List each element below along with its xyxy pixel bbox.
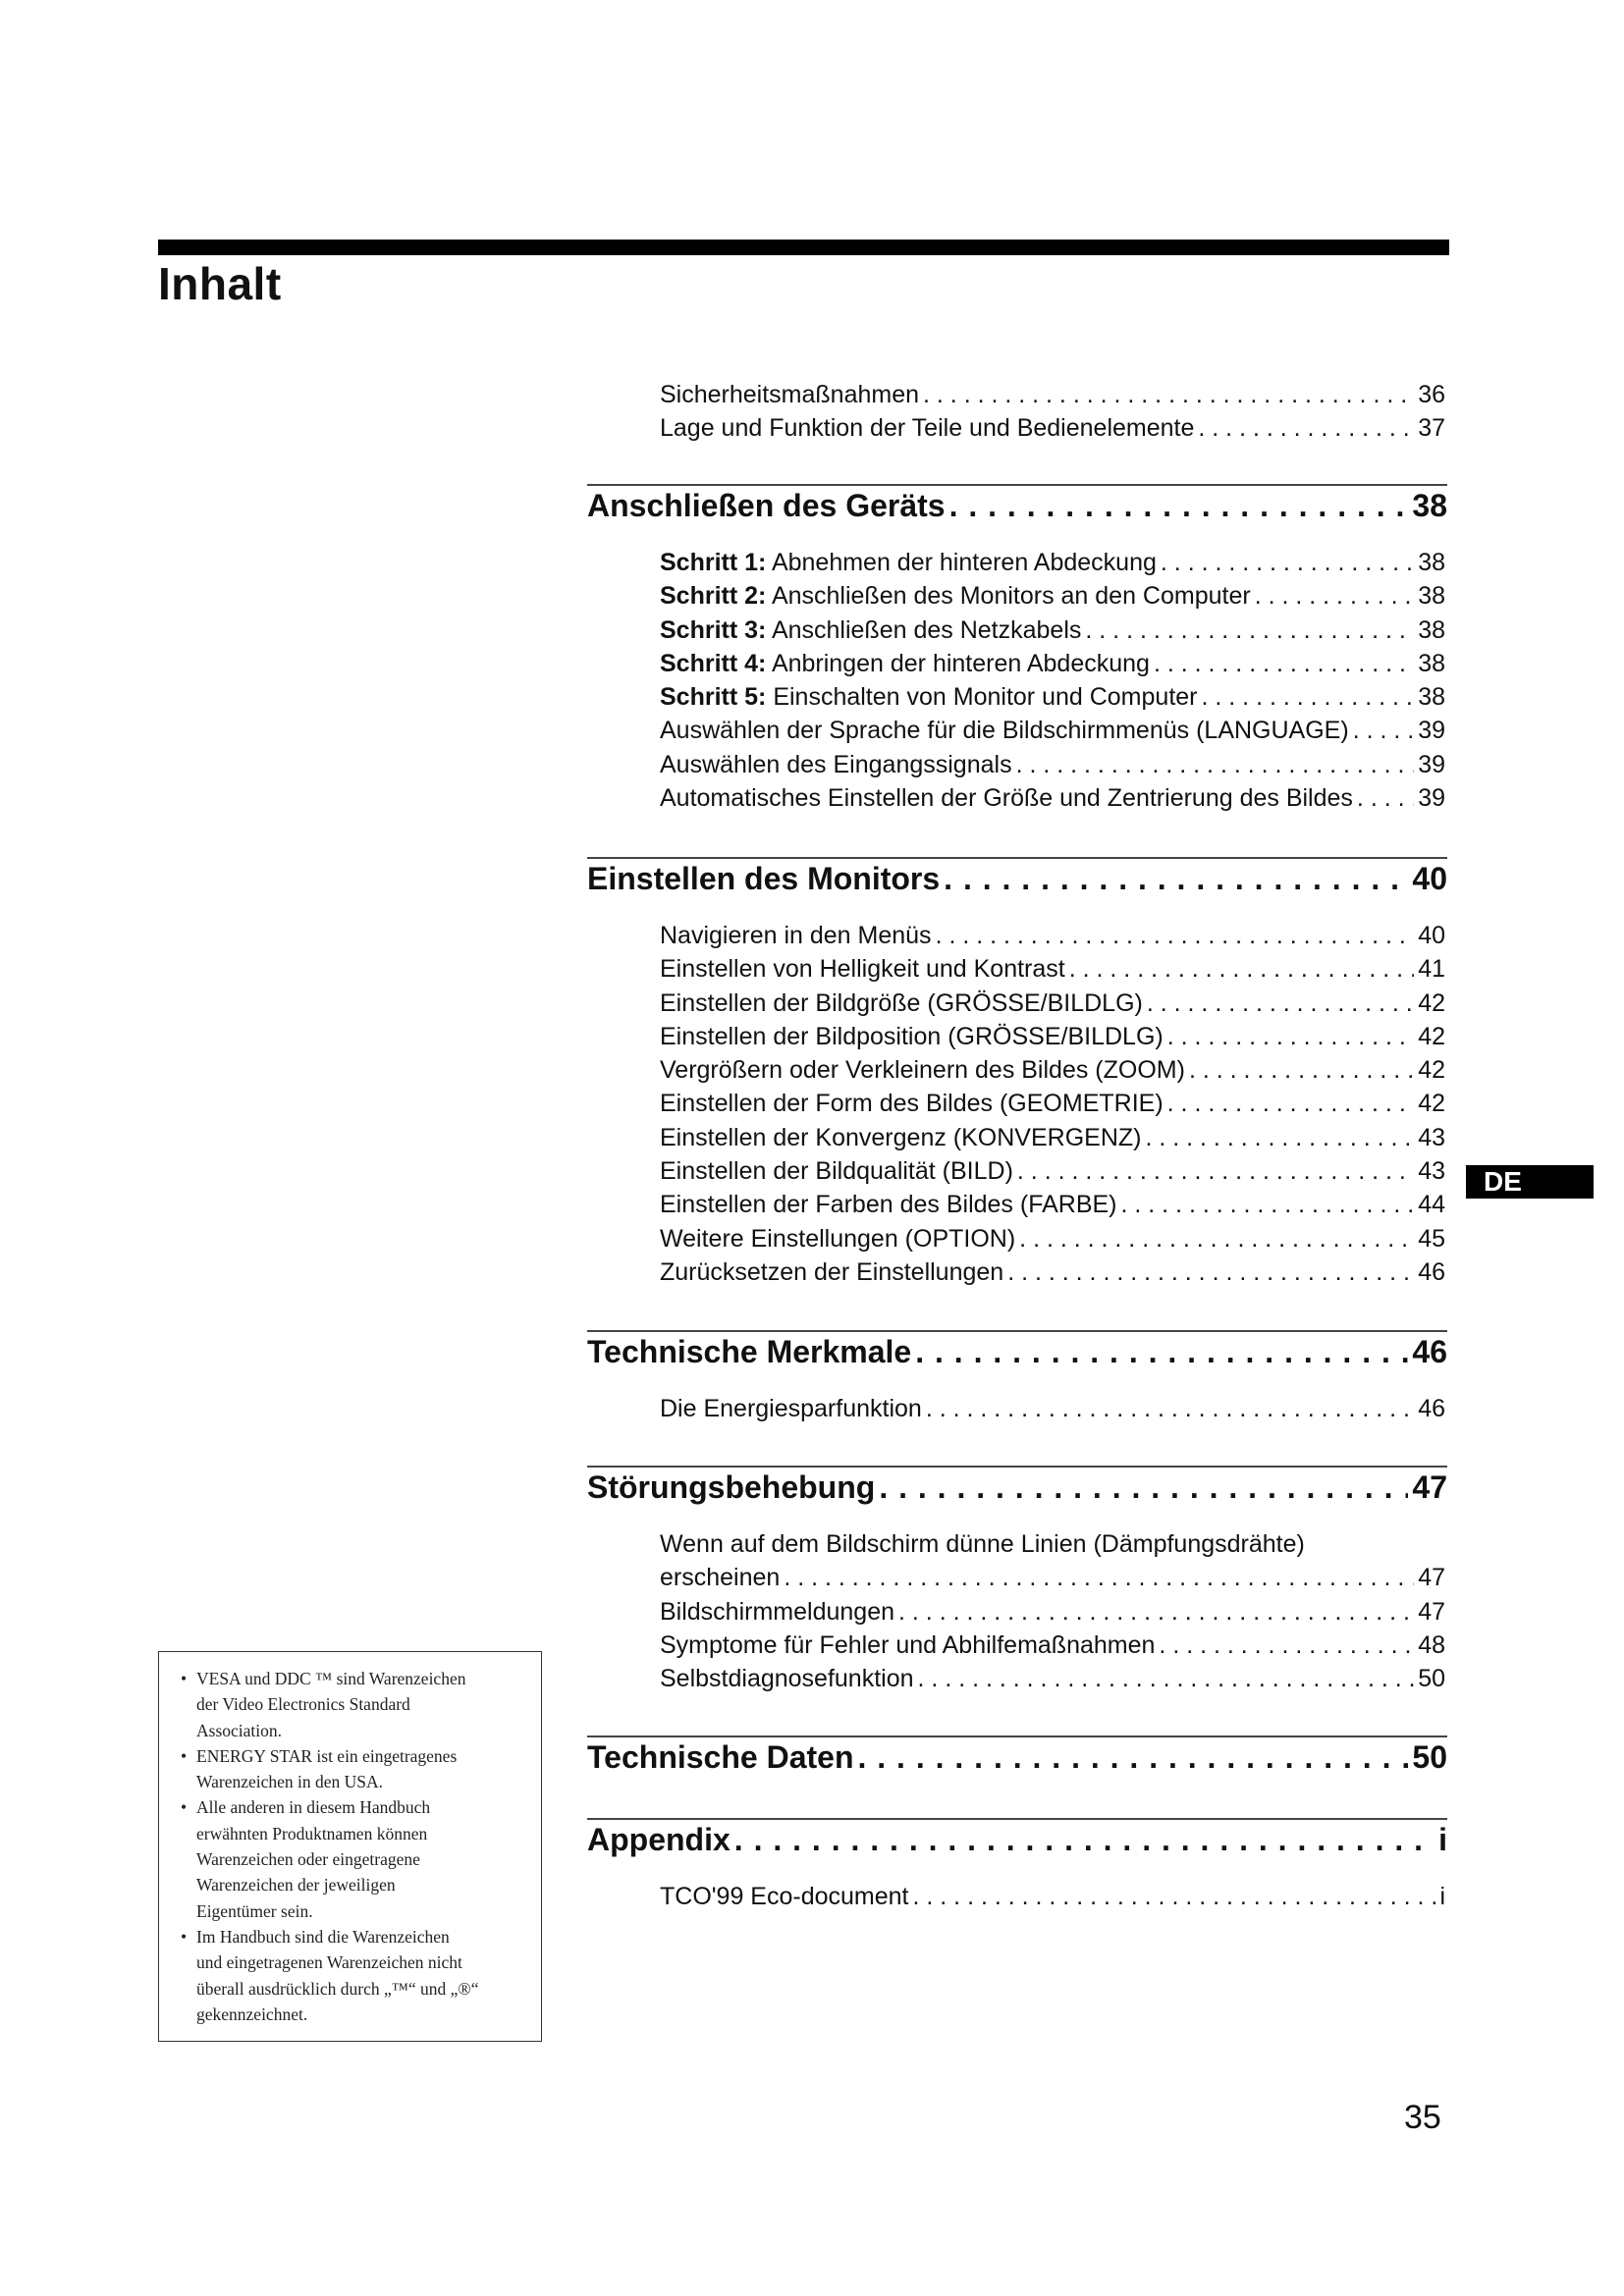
toc-leader [936, 919, 1415, 952]
toc-entry-label-group [660, 614, 1081, 647]
section-heading[interactable] [587, 1822, 1447, 1858]
toc-entry-page: 39 [1418, 784, 1445, 813]
toc-entry[interactable] [660, 1595, 1445, 1629]
toc-entry[interactable] [660, 1629, 1445, 1662]
toc-leader [898, 1595, 1414, 1629]
toc-entry-page: i [1439, 1883, 1445, 1910]
toc-leader [923, 378, 1414, 411]
toc-entry-first-line[interactable]: Wenn auf dem Bildschirm dünne Linien (Dämpfungsdrähte) [660, 1530, 1305, 1558]
toc-entry[interactable] [660, 952, 1445, 986]
toc-entry[interactable] [660, 714, 1445, 747]
section-heading[interactable] [587, 1334, 1447, 1370]
toc-leader [1167, 1087, 1415, 1120]
trademark-note [173, 1924, 525, 2027]
page-number: 35 [1404, 2099, 1441, 2136]
note-line: • VESA und DDC ™ sind Warenzeichen [196, 1669, 466, 1688]
step-prefix: Schritt 5: [660, 683, 767, 712]
section-rule [587, 484, 1447, 486]
toc-entry-label: Einstellen der Farben des Bildes (FARBE) [660, 1191, 1117, 1219]
toc-entry-label: Einstellen der Konvergenz (KONVERGENZ) [660, 1123, 1142, 1151]
note-line: gekennzeichnet. [196, 2003, 308, 2024]
toc-entry-page: 48 [1418, 1630, 1445, 1659]
toc-leader [784, 1561, 1414, 1594]
note-line: Warenzeichen oder eingetragene [196, 1849, 420, 1870]
note-line: • Alle anderen in diesem Handbuch [196, 1797, 431, 1818]
toc-entry-label: Sicherheitsmaßnahmen [660, 381, 920, 408]
toc-entry[interactable] [660, 614, 1445, 647]
note-line: Eigentümer sein. [196, 1900, 313, 1921]
toc-leader [1202, 680, 1415, 714]
trademark-note [173, 1743, 525, 1795]
step-prefix: Schritt 4: [660, 649, 767, 677]
toc-leader [949, 488, 1409, 524]
toc-entry-label: Einstellen der Bildqualität (BILD) [660, 1157, 1013, 1186]
trademark-note [173, 1794, 525, 1923]
section-rule [587, 1466, 1447, 1468]
toc-leader [1147, 987, 1414, 1020]
section-page: 50 [1412, 1739, 1447, 1775]
toc-entry-label: Auswählen des Eingangssignals [660, 750, 1012, 778]
toc-entry-label: Lage und Funktion der Teile und Bedienelemente [660, 414, 1195, 443]
toc-entry-page: 44 [1418, 1191, 1445, 1219]
toc-entry-page: 38 [1418, 582, 1445, 611]
toc-leader [1198, 411, 1414, 445]
toc-entry[interactable] [660, 1188, 1445, 1221]
toc-entry-page: 38 [1418, 683, 1445, 712]
section-anschliessen [587, 484, 1447, 815]
toc-entry-label: TCO'99 Eco-document [660, 1883, 909, 1910]
toc-entry-label: Vergrößern oder Verkleinern des Bildes (ZOOM) [660, 1056, 1185, 1085]
note-line: erwähnten Produktnamen können [196, 1823, 428, 1843]
note-line: und eingetragenen Warenzeichen nicht [196, 1952, 462, 1973]
toc-entry-page: 38 [1418, 549, 1445, 576]
toc-entry[interactable] [660, 1222, 1445, 1255]
toc-leader [1016, 748, 1415, 781]
toc-entry[interactable] [660, 1053, 1445, 1087]
toc-entry-label: Einstellen der Bildgröße (GRÖSSE/BILDLG) [660, 988, 1143, 1017]
note-line: Association. [196, 1720, 283, 1740]
section-heading[interactable] [587, 1739, 1447, 1776]
section-title: Einstellen des Monitors [587, 861, 941, 896]
section-page: i [1438, 1822, 1447, 1857]
section-rule [587, 1330, 1447, 1332]
toc-entry[interactable] [660, 919, 1445, 952]
toc-entry[interactable] [660, 411, 1445, 445]
toc-leader [1161, 546, 1414, 579]
toc-entry-page: 42 [1418, 1056, 1445, 1085]
section-page: 38 [1412, 488, 1447, 523]
toc-leader [1255, 579, 1414, 613]
toc-entry-page: 40 [1418, 922, 1445, 949]
note-line: • Im Handbuch sind die Warenzeichen [196, 1926, 450, 1947]
section-einstellen [587, 857, 1447, 1289]
toc-entry[interactable] [660, 748, 1445, 781]
toc-intro [660, 378, 1445, 446]
toc-entry[interactable] [660, 1020, 1445, 1053]
toc-entry-page: 47 [1418, 1564, 1445, 1592]
trademark-note [173, 1666, 525, 1743]
note-line: überall ausdrücklich durch „™“ und „®“ [196, 1978, 479, 1999]
toc-entry-page: 43 [1418, 1123, 1445, 1151]
toc-entry-label: Automatisches Einstellen der Größe und Zentrierung des Bildes [660, 784, 1353, 813]
toc-entry-label: Zurücksetzen der Einstellungen [660, 1257, 1004, 1286]
toc-entry-label: Einschalten von Monitor und Computer [773, 683, 1198, 712]
section-stoerungsbehebung [587, 1466, 1447, 1695]
toc-leader [944, 861, 1408, 897]
toc-entry[interactable] [660, 1121, 1445, 1154]
section-rule [587, 1818, 1447, 1820]
step-prefix: Schritt 3: [660, 615, 767, 644]
toc-entry-label: Einstellen der Bildposition (GRÖSSE/BILDLG) [660, 1022, 1164, 1050]
toc-entry-page: 39 [1418, 717, 1445, 745]
toc-entry-page: 38 [1418, 649, 1445, 677]
toc-entry-page: 46 [1418, 1257, 1445, 1286]
toc-leader [1007, 1255, 1414, 1289]
toc-entry-page: 42 [1418, 1022, 1445, 1050]
section-rule [587, 1735, 1447, 1737]
toc-entry-label: Anschließen des Netzkabels [771, 615, 1082, 644]
note-line: Warenzeichen in den USA. [196, 1772, 384, 1792]
section-items [660, 1527, 1445, 1695]
toc-entry-label-group [660, 647, 1150, 680]
step-prefix: Schritt 2: [660, 582, 767, 611]
toc-entry-page: 46 [1418, 1395, 1445, 1422]
toc-leader [1167, 1020, 1414, 1053]
toc-entry-page: 39 [1418, 750, 1445, 778]
toc-entry[interactable] [660, 1154, 1445, 1188]
section-title: Störungsbehebung [587, 1469, 876, 1505]
section-page: 47 [1412, 1469, 1447, 1505]
language-tab: DE [1466, 1165, 1594, 1199]
toc-entry-page: 42 [1418, 988, 1445, 1017]
note-line: • ENERGY STAR ist ein eingetragenes [196, 1745, 458, 1766]
toc-entry-label: Symptome für Fehler und Abhilfemaßnahmen [660, 1630, 1156, 1659]
toc-leader [857, 1739, 1408, 1776]
toc-entry[interactable] [660, 680, 1445, 714]
toc-entry[interactable] [660, 579, 1445, 613]
toc-leader [1069, 952, 1414, 986]
toc-entry[interactable] [660, 1087, 1445, 1120]
toc-entry-page: 47 [1418, 1597, 1445, 1626]
toc-leader [1145, 1121, 1414, 1154]
toc-entry-label: Anbringen der hinteren Abdeckung [771, 649, 1150, 677]
toc-entry-label-group [660, 680, 1198, 714]
toc-entry-label: Einstellen von Helligkeit und Kontrast [660, 955, 1065, 984]
toc-leader [1019, 1222, 1414, 1255]
toc-entry-label: Einstellen der Form des Bildes (GEOMETRIE) [660, 1090, 1164, 1118]
toc-leader [1085, 614, 1414, 647]
note-line: Warenzeichen der jeweiligen [196, 1875, 396, 1896]
section-items [660, 546, 1445, 815]
toc-entry-page: 37 [1418, 414, 1445, 443]
toc-leader [926, 1392, 1414, 1425]
section-technische-daten [587, 1735, 1447, 1776]
toc-entry[interactable] [660, 987, 1445, 1020]
toc-entry[interactable] [660, 1392, 1445, 1425]
section-page: 40 [1412, 861, 1447, 896]
toc-entry-label: Selbstdiagnosefunktion [660, 1665, 914, 1693]
toc-leader [879, 1469, 1408, 1506]
toc-entry[interactable] [660, 378, 1445, 411]
toc-entry-page: 36 [1418, 381, 1445, 408]
toc-leader [1357, 781, 1414, 815]
toc-entry-page: 42 [1418, 1090, 1445, 1118]
toc-entry-page: 45 [1418, 1224, 1445, 1253]
section-items [660, 919, 1445, 1289]
section-title: Technische Daten [587, 1739, 854, 1775]
toc-entry-label: Bildschirmmeldungen [660, 1597, 895, 1626]
toc-entry-page: 41 [1418, 955, 1445, 984]
toc-entry-label: Navigieren in den Menüs [660, 922, 932, 949]
toc-leader [915, 1334, 1408, 1370]
section-title: Technische Merkmale [587, 1334, 912, 1369]
trademark-notice [158, 1651, 542, 2042]
toc-entry[interactable] [660, 546, 1445, 579]
toc-leader [1017, 1154, 1414, 1188]
note-line: der Video Electronics Standard [196, 1694, 410, 1715]
section-items [660, 1392, 1445, 1425]
toc-entry-label-group [660, 579, 1251, 613]
toc-entry[interactable] [660, 1662, 1445, 1695]
section-heading[interactable] [587, 488, 1447, 524]
toc-entry[interactable] [660, 1561, 1445, 1594]
section-heading[interactable] [587, 861, 1447, 897]
toc-entry-label: Anschließen des Monitors an den Computer [771, 582, 1251, 611]
section-heading[interactable] [587, 1469, 1447, 1506]
toc-leader [1353, 714, 1415, 747]
toc-leader [1159, 1629, 1414, 1662]
toc-entry-page: 38 [1418, 615, 1445, 644]
toc-leader [918, 1662, 1415, 1695]
toc-leader [1154, 647, 1414, 680]
section-items [660, 1880, 1445, 1913]
toc-entry[interactable] [660, 647, 1445, 680]
toc-entry-label-group [660, 546, 1157, 579]
toc-entry-label: Abnehmen der hinteren Abdeckung [771, 549, 1157, 576]
toc-entry[interactable] [660, 1880, 1445, 1913]
step-prefix: Schritt 1: [660, 549, 767, 576]
toc-entry-page: 43 [1418, 1157, 1445, 1186]
section-merkmale [587, 1330, 1447, 1425]
section-page: 46 [1412, 1334, 1447, 1369]
toc-entry[interactable] [660, 1255, 1445, 1289]
toc-leader [1189, 1053, 1414, 1087]
title-rule [158, 240, 1449, 255]
toc-entry-label: erscheinen [660, 1564, 781, 1592]
section-title: Appendix [587, 1822, 731, 1857]
toc-leader [1121, 1188, 1415, 1221]
toc-entry[interactable] [660, 781, 1445, 815]
toc-leader [734, 1822, 1435, 1858]
section-title: Anschließen des Geräts [587, 488, 946, 523]
section-rule [587, 857, 1447, 859]
toc-leader [913, 1880, 1436, 1913]
toc-entry-page: 50 [1418, 1665, 1445, 1693]
page-title: Inhalt [158, 258, 282, 309]
section-appendix [587, 1818, 1447, 1913]
toc-entry-label: Weitere Einstellungen (OPTION) [660, 1224, 1016, 1253]
toc-entry-label: Auswählen der Sprache für die Bildschirmmenüs (LANGUAGE) [660, 717, 1349, 745]
toc-entry-label: Die Energiesparfunktion [660, 1395, 922, 1422]
